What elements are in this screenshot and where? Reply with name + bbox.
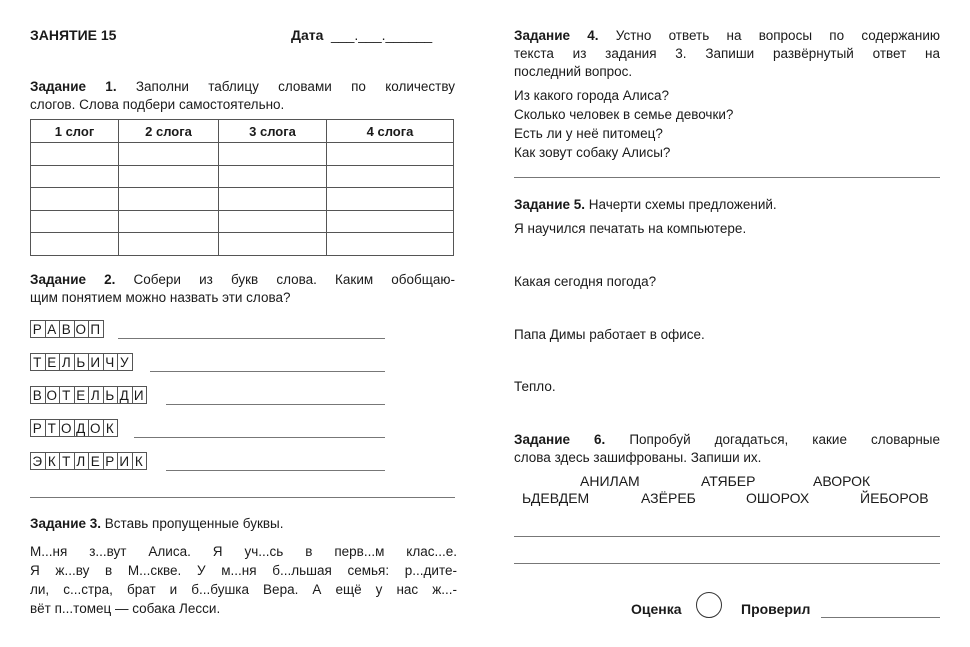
task2-label: Задание 2. (30, 272, 116, 287)
task5-sentence-3: Папа Димы работает в офисе. (514, 327, 705, 342)
task4-questions (514, 86, 940, 162)
table-cell[interactable] (31, 165, 119, 188)
letter-box: Т (59, 452, 75, 470)
letter-box: Т (45, 419, 61, 437)
letter-box: О (46, 388, 58, 403)
letter-box: Л (74, 452, 90, 470)
task3-heading (30, 516, 455, 531)
letter-box: Т (59, 386, 75, 404)
question-item: Есть ли у неё питомец? (514, 126, 663, 141)
table-cell[interactable] (327, 188, 454, 211)
task2-text-line2: щим понятием можно назвать эти слова? (30, 290, 291, 305)
table-cell[interactable] (31, 233, 119, 256)
cipher-word: АВОРОК (813, 473, 871, 489)
task6-instructions (514, 431, 940, 467)
table-cell[interactable] (31, 143, 119, 166)
table-cell[interactable] (219, 210, 327, 233)
task3-line: М...ня з...вут Алиса. Я уч...сь в перв...м клас...е. (30, 544, 457, 559)
task1-text-line1: Заполни таблицу словами по количеству (135, 79, 455, 94)
lesson-title: ЗАНЯТИЕ 15 (30, 27, 117, 43)
task5-sentence-2: Какая сегодня погода? (514, 274, 657, 289)
column-header-2-syllables: 2 слога (119, 120, 219, 143)
letter-box: Д (74, 419, 90, 437)
answer-line-word-5[interactable] (166, 470, 385, 471)
letter-box: Р (30, 320, 46, 338)
cipher-word: АНИЛАМ (580, 473, 640, 489)
table-cell[interactable] (219, 165, 327, 188)
table-cell[interactable] (119, 210, 219, 233)
letter-box: Т (30, 353, 46, 371)
table-cell[interactable] (119, 188, 219, 211)
table-cell[interactable] (219, 143, 327, 166)
grade-label: Оценка (631, 601, 682, 617)
letter-box: О (75, 322, 87, 337)
task1-label: Задание 1. (30, 79, 117, 94)
column-header-1-syllable: 1 слог (31, 120, 119, 143)
date-field[interactable]: ___.___.______ (331, 27, 433, 43)
table-cell[interactable] (219, 233, 327, 256)
cipher-word: ЙЕБОРОВ (860, 490, 929, 506)
task3-text (30, 542, 457, 618)
question-item: Из какого города Алиса? (514, 88, 669, 103)
letter-box: К (103, 419, 119, 437)
task3-title: Вставь пропущенные буквы. (104, 516, 284, 531)
task2-text-line1: Собери из букв слова. Каким обобщаю- (133, 272, 455, 287)
syllable-table (30, 119, 454, 256)
table-cell[interactable] (327, 165, 454, 188)
cipher-word: ЬДЕВДЕМ (522, 490, 590, 506)
task4-text-line2: текста из задания 3. Запиши развёрнутый ответ на (514, 46, 940, 61)
answer-line-word-2[interactable] (150, 371, 385, 372)
letter-box: Д (117, 386, 133, 404)
letter-box: Ч (103, 353, 119, 371)
checked-by-signature-line[interactable] (821, 617, 940, 618)
cipher-word: АЗЁРЕБ (641, 490, 696, 506)
letter-boxes-word-2 (30, 353, 132, 371)
letter-box: Е (88, 452, 104, 470)
letter-box: В (30, 386, 46, 404)
task5-label: Задание 5. (514, 197, 586, 212)
letter-boxes-word-1 (30, 320, 103, 338)
cipher-word: ОШОРОХ (746, 490, 810, 506)
task3-label: Задание 3. (30, 516, 102, 531)
table-cell[interactable] (219, 188, 327, 211)
table-row (31, 210, 454, 233)
table-cell[interactable] (327, 210, 454, 233)
grade-circle[interactable] (696, 592, 722, 618)
task5-sentence-1: Я научился печатать на компьютере. (514, 221, 747, 236)
checked-by-label: Проверил (741, 601, 811, 617)
answer-line-generalizing-word[interactable] (30, 497, 455, 498)
column-header-3-syllables: 3 слога (219, 120, 327, 143)
task6-text-line1: Попробуй догадаться, какие словарные (629, 432, 940, 447)
letter-box: Е (74, 386, 90, 404)
letter-box: У (117, 353, 133, 371)
task6-label: Задание 6. (514, 432, 606, 447)
table-cell[interactable] (119, 165, 219, 188)
letter-boxes-word-5 (30, 452, 146, 470)
table-row (31, 233, 454, 256)
answer-line-word-1[interactable] (118, 338, 385, 339)
letter-box: П (88, 320, 104, 338)
syllable-table-header (31, 120, 454, 143)
question-item: Как зовут собаку Алисы? (514, 145, 671, 160)
date-label: Дата (291, 27, 324, 43)
letter-boxes-word-3 (30, 386, 146, 404)
letter-box: О (60, 421, 73, 436)
table-cell[interactable] (327, 143, 454, 166)
task5-sentence-4: Тепло. (514, 379, 556, 394)
letter-box: Л (59, 353, 75, 371)
table-cell[interactable] (31, 188, 119, 211)
answer-line-word-4[interactable] (134, 437, 385, 438)
letter-box: Э (30, 452, 46, 470)
cipher-word: АТЯБЕР (701, 473, 756, 489)
letter-box: И (88, 353, 104, 371)
task4-text-line3: последний вопрос. (514, 64, 633, 79)
task6-text-line2: слова здесь зашифрованы. Запиши их. (514, 450, 762, 465)
task5-title: Начерти схемы предложений. (588, 197, 777, 212)
table-cell[interactable] (119, 233, 219, 256)
task3-line: вёт п...томец — собака Лесси. (30, 601, 221, 616)
letter-box: К (45, 452, 61, 470)
table-row (31, 188, 454, 211)
table-row (31, 165, 454, 188)
table-row (31, 143, 454, 166)
table-cell[interactable] (327, 233, 454, 256)
task4-label: Задание 4. (514, 28, 599, 43)
letter-box: Е (45, 353, 61, 371)
task1-text-line2: слогов. Слова подбери самостоятельно. (30, 97, 285, 112)
table-cell[interactable] (31, 210, 119, 233)
letter-box: Ь (74, 353, 90, 371)
column-header-4-syllables: 4 слога (327, 120, 454, 143)
answer-line-word-3[interactable] (166, 404, 385, 405)
answer-line-task4[interactable] (514, 177, 940, 178)
letter-box: Р (103, 452, 119, 470)
letter-boxes-word-4 (30, 419, 117, 437)
letter-box: Л (88, 386, 104, 404)
task1-instructions (30, 78, 455, 114)
letter-box: А (45, 320, 61, 338)
letter-box: Р (30, 419, 46, 437)
letter-box: И (132, 386, 148, 404)
letter-box: В (59, 320, 75, 338)
task4-text-line1: Устно ответь на вопросы по содержанию (615, 28, 940, 43)
answer-line-task6-2[interactable] (514, 563, 940, 564)
table-cell[interactable] (119, 143, 219, 166)
task2-instructions (30, 271, 455, 307)
letter-box: Ь (103, 386, 119, 404)
letter-box: И (117, 452, 133, 470)
task5-heading (514, 197, 940, 212)
task3-line: ли, с...стра, брат и б...бушка Вера. А ещё у нас ж...- (30, 582, 457, 597)
task4-instructions (514, 27, 940, 81)
letter-box: К (132, 452, 148, 470)
task3-line: Я ж...ву в М...скве. У м...ня б...льшая семья: р...дите- (30, 563, 457, 578)
answer-line-task6-1[interactable] (514, 536, 940, 537)
question-item: Сколько человек в семье девочки? (514, 107, 734, 122)
letter-box: О (89, 421, 102, 436)
